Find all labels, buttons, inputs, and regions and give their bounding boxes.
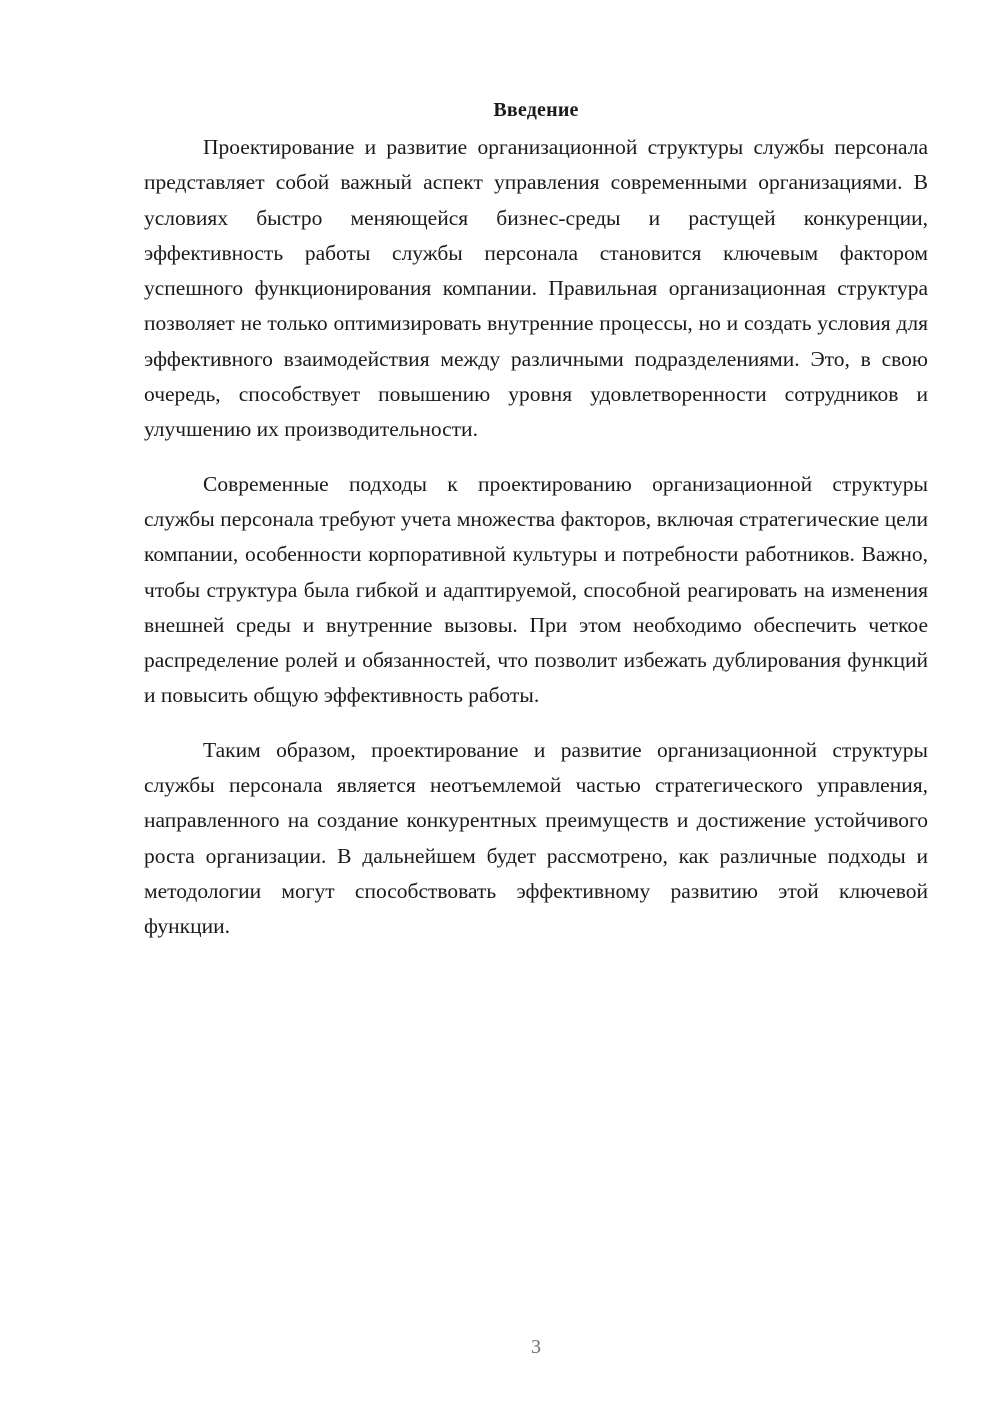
page-number: 3: [531, 1336, 541, 1358]
section-heading: Введение: [493, 99, 579, 121]
page-content: [144, 92, 928, 964]
paragraph-1: Проектирование и развитие организационной структуры службы персонала представляет собой важный аспект управления современными организациями. В условиях быстро меняющейся бизнес-среды и растущей конкуренции, эффективность работы службы персонала становится ключевым фактором успешного функционирования компании. Правильная организационная структура позволяет не только оптимизировать внутренние процессы, но и создать условия для эффективного взаимодействия между различными подразделениями. Это, в свою очередь, способствует повышению уровня удовлетворенности сотрудников и улучшению их производительности.: [144, 135, 928, 442]
paragraph-3: Таким образом, проектирование и развитие организационной структуры службы персонала является неотъемлемой частью стратегического управления, направленного на создание конкурентных преимуществ и достижение устойчивого роста организации. В дальнейшем будет рассмотрено, как различные подходы и методологии могут способствовать эффективному развитию этой ключевой функции.: [144, 737, 928, 939]
paragraph-2: Современные подходы к проектированию организационной структуры службы персонала требуют учета множества факторов, включая стратегические цели компании, особенности корпоративной культуры и потребности работников. Важно, чтобы структура была гибкой и адаптируемой, способной реагировать на изменения внешней среды и внутренние вызовы. При этом необходимо обеспечить четкое распределение ролей и обязанностей, что позволит избежать дублирования функций и повысить общую эффективность работы.: [144, 471, 928, 708]
